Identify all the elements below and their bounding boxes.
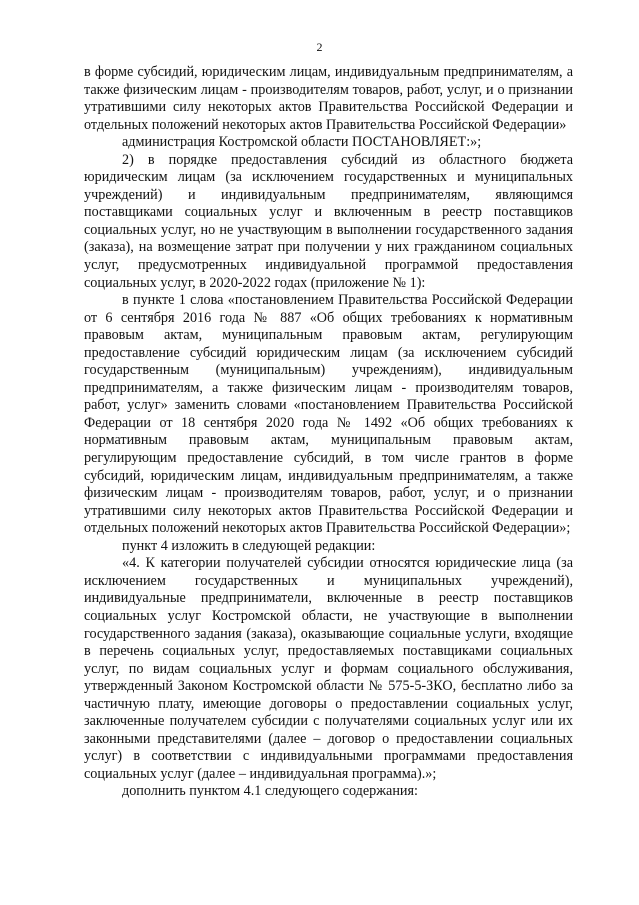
document-body bbox=[84, 64, 573, 801]
paragraph-continuation-act-title: в форме субсидий, юридическим лицам, индивидуальным предпринимателям, а также физическим лицам - производителям товаров, работ, услуг, и о признании утратившими силу некоторых актов Правительства Российской Федерации и отдельных положений некоторых актов Правительства Российской Федерации» bbox=[84, 64, 573, 133]
page-number: 2 bbox=[316, 40, 323, 54]
paragraph-add-clause-4-1: дополнить пунктом 4.1 следующего содержания: bbox=[122, 783, 418, 800]
paragraph-clause-1-amendment: в пункте 1 слова «постановлением Правительства Российской Федерации от 6 сентября 2016 года № 887 «Об общих требованиях к нормативным правовым актам, муниципальным правовым актам, регулирующим предоставление субсидий юридическим лицам (за исключением субсидий государственным (муниципальным) учреждениям), индивидуальным предпринимателям, а также физическим лицам - производителям товаров, работ, услуг» заменить словами «постановлением Правительства Российской Федерации от 18 сентября 2020 года № 1492 «Об общих требованиях к нормативным правовым актам, муниципальным правовым актам, регулирующим предоставление субсидий, в том числе грантов в форме субсидий, юридическим лицам, индивидуальным предпринимателям, а также физическим лицам - производителям товаров, работ, услуг, и о признании утратившими силу некоторых актов Правительства Российской Федерации и отдельных положений некоторых актов Правительства Российской Федерации»; bbox=[84, 292, 573, 537]
paragraph-item-2-subsidy-procedure: 2) в порядке предоставления субсидий из областного бюджета юридическим лицам (за исключением государственных и муниципальных учреждений) и индивидуальным предпринимателям, являющимся поставщиками социальных услуг и включенным в реестр поставщиков социальных услуг, но не участвующим в выполнении государственного задания (заказа), на возмещение затрат при получении у них гражданином социальных услуг, предусмотренных индивидуальной программой предоставления социальных услуг, в 2020-2022 годах (приложение № 1): bbox=[84, 151, 573, 291]
paragraph-clause-4-intro: пункт 4 изложить в следующей редакции: bbox=[122, 537, 376, 554]
paragraph-resolution-phrase: администрация Костромской области ПОСТАНОВЛЯЕТ:»; bbox=[122, 134, 482, 151]
paragraph-clause-4-new-text: «4. К категории получателей субсидии относятся юридические лица (за исключением государственных и муниципальных учреждений), индивидуальные предприниматели, включенные в реестр поставщиков социальных услуг Костромской области, не участвующие в выполнении государственного задания (заказа), оказывающие социальные услуги, входящие в перечень социальных услуг, предоставляемых поставщиками социальных услуг, по видам социальных услуг и формам социального обслуживания, утвержденный Законом Костромской области № 575-5-ЗКО, бесплатно либо за частичную плату, имеющие договоры о предоставлении социальных услуг, заключенные получателем субсидии с получателями социальных услуг или их законными представителями (далее – договор о предоставлении социальных услуг) в соответствии с индивидуальными программами предоставления социальных услуг (далее – индивидуальная программа).»; bbox=[84, 555, 573, 782]
